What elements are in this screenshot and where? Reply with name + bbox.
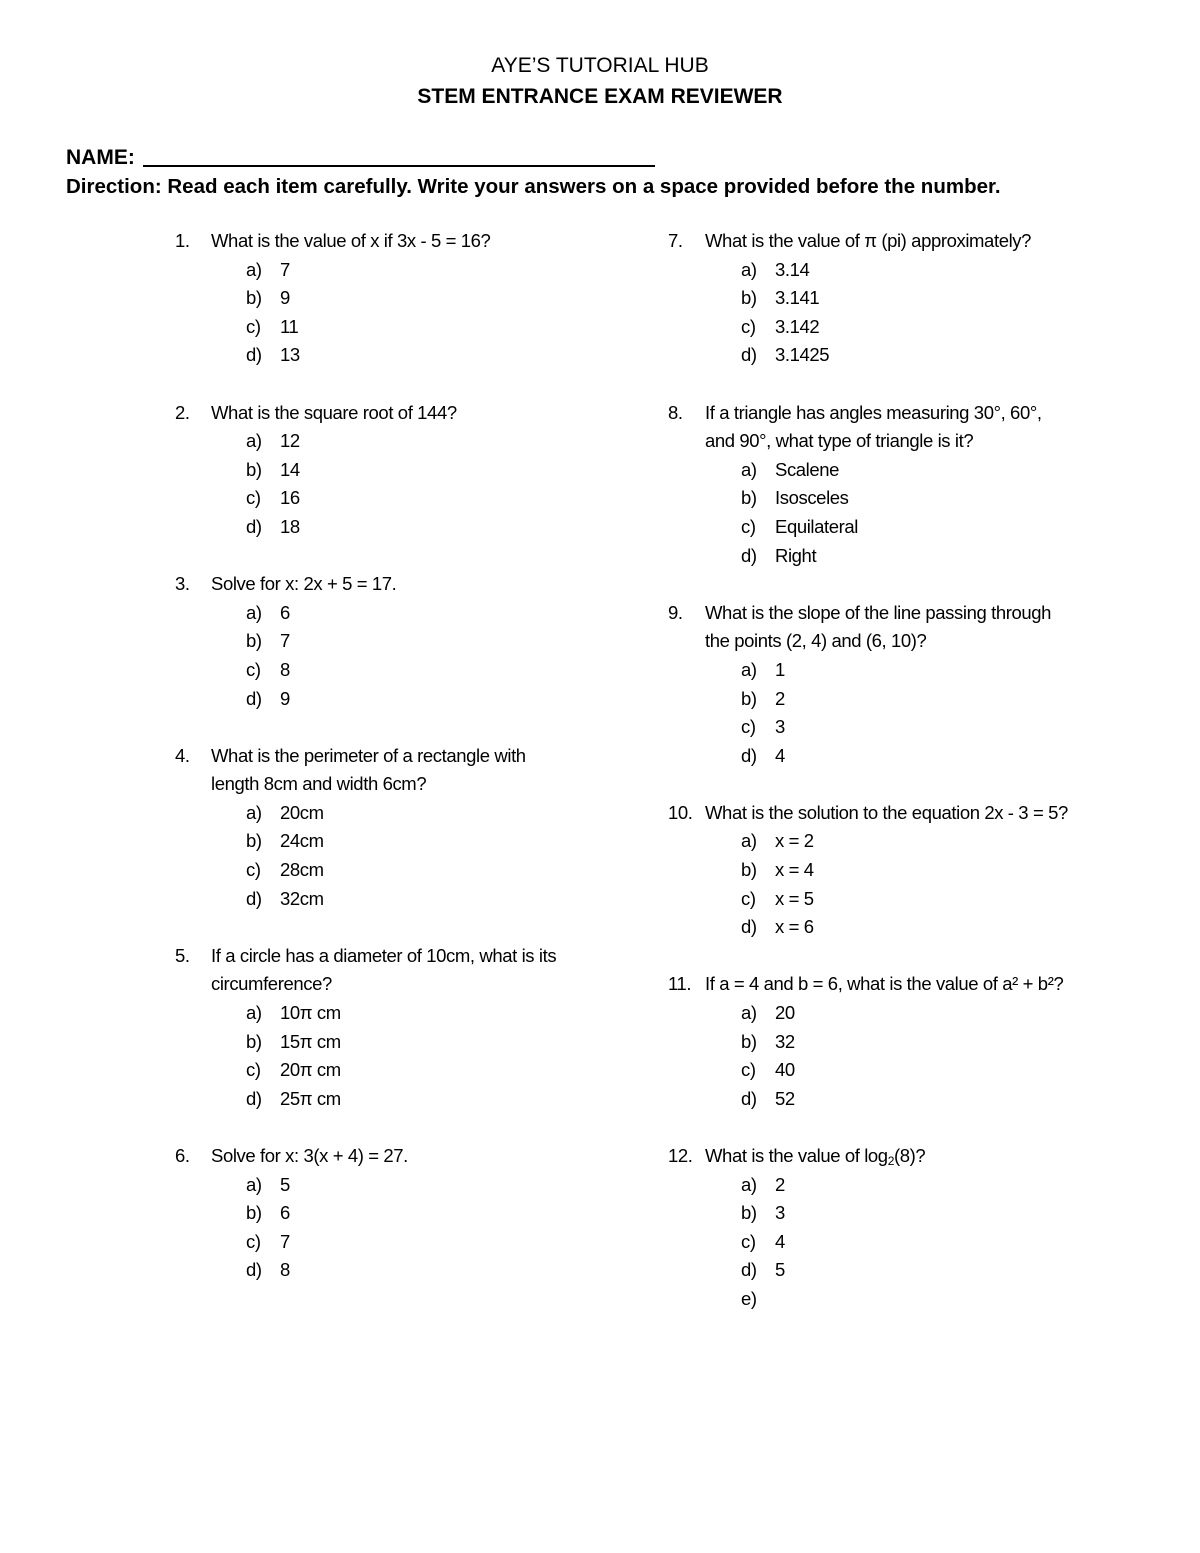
option-letter: b)	[741, 287, 757, 309]
name-row	[66, 145, 655, 171]
option-item	[175, 799, 575, 828]
option-text: 32cm	[280, 887, 324, 909]
option-letter: d)	[246, 687, 262, 709]
option-text: 11	[280, 315, 299, 337]
option-letter: a)	[741, 458, 757, 480]
option-letter: b)	[246, 830, 262, 852]
question-text: If a triangle has angles measuring 30°, 60°, and 90°, what type of triangle is it?	[705, 401, 1042, 452]
option-item	[175, 284, 575, 313]
option-item	[668, 313, 1068, 342]
option-item	[668, 742, 1068, 771]
option-item	[175, 1056, 575, 1085]
option-item	[668, 542, 1068, 571]
question-item	[668, 227, 1068, 370]
option-item	[175, 885, 575, 914]
option-text: Scalene	[775, 458, 840, 480]
option-text: 3.1425	[775, 344, 830, 366]
questions-right-column	[668, 227, 1068, 1342]
option-item	[175, 685, 575, 714]
option-letter: b)	[741, 859, 757, 881]
question-item	[175, 942, 575, 1114]
option-letter: d)	[246, 887, 262, 909]
question-text: If a circle has a diameter of 10cm, what is its circumference?	[211, 944, 557, 995]
option-text: 3	[775, 716, 785, 738]
questions-left-column	[175, 227, 575, 1314]
option-letter: c)	[741, 1059, 756, 1081]
option-item	[175, 999, 575, 1028]
question-text: What is the solution to the equation 2x - 3 = 5?	[705, 801, 1068, 823]
option-text: 3.141	[775, 287, 820, 309]
question-item	[668, 399, 1068, 571]
option-letter: a)	[246, 601, 262, 623]
option-item	[668, 284, 1068, 313]
option-item	[668, 1085, 1068, 1114]
question-number: 6.	[175, 1145, 190, 1166]
question-item	[175, 227, 575, 370]
option-letter: b)	[741, 487, 757, 509]
option-item	[175, 1028, 575, 1057]
option-item	[668, 256, 1068, 285]
question-number: 7.	[668, 230, 683, 251]
option-letter: b)	[741, 687, 757, 709]
option-text: 3.14	[775, 258, 810, 280]
option-letter: d)	[246, 1259, 262, 1281]
option-text: 5	[280, 1173, 290, 1195]
option-text: 3.142	[775, 315, 820, 337]
question-text: If a = 4 and b = 6, what is the value of a² + b²?	[705, 973, 1064, 995]
option-item	[668, 999, 1068, 1028]
option-letter: a)	[246, 430, 262, 452]
option-text: 2	[775, 687, 785, 709]
option-text: 32	[775, 1030, 795, 1052]
option-item	[668, 456, 1068, 485]
option-letter: a)	[246, 801, 262, 823]
option-letter: a)	[741, 258, 757, 280]
question-text: What is the slope of the line passing through the points (2, 4) and (6, 10)?	[705, 601, 1052, 652]
option-text: Isosceles	[775, 487, 849, 509]
option-letter: a)	[741, 1002, 757, 1024]
option-item	[668, 484, 1068, 513]
option-letter: b)	[741, 1030, 757, 1052]
option-item	[175, 456, 575, 485]
option-text: 15π cm	[280, 1030, 341, 1052]
question-text: What is the square root of 144?	[211, 401, 457, 423]
option-text: x = 4	[775, 859, 814, 881]
option-letter: a)	[741, 1173, 757, 1195]
option-item	[668, 656, 1068, 685]
document-subtitle: STEM ENTRANCE EXAM REVIEWER	[417, 85, 783, 108]
question-item	[668, 799, 1068, 942]
option-letter: d)	[246, 1087, 262, 1109]
option-text: 7	[280, 258, 290, 280]
option-item	[175, 1171, 575, 1200]
option-letter: e)	[741, 1287, 757, 1309]
option-item	[175, 656, 575, 685]
option-item	[175, 1256, 575, 1285]
question-text: What is the perimeter of a rectangle with length 8cm and width 6cm?	[211, 744, 526, 795]
option-text: x = 2	[775, 830, 814, 852]
option-letter: c)	[741, 716, 756, 738]
question-item	[175, 742, 575, 914]
option-item	[668, 1228, 1068, 1257]
option-letter: b)	[246, 458, 262, 480]
option-item	[175, 856, 575, 885]
option-letter: a)	[741, 658, 757, 680]
option-text: 3	[775, 1202, 785, 1224]
option-item	[175, 427, 575, 456]
option-letter: a)	[246, 1173, 262, 1195]
question-text: What is the value of x if 3x - 5 = 16?	[211, 230, 491, 251]
option-letter: b)	[246, 1202, 262, 1224]
option-item	[668, 1285, 1068, 1314]
option-item	[668, 913, 1068, 942]
option-text: 28cm	[280, 859, 324, 881]
option-item	[175, 827, 575, 856]
option-text: Equilateral	[775, 515, 859, 537]
question-item	[175, 1142, 575, 1285]
log-base-subscript: 2	[887, 1154, 894, 1168]
option-letter: c)	[246, 487, 261, 509]
option-item	[668, 1256, 1068, 1285]
option-item	[175, 341, 575, 370]
option-text: 25π cm	[280, 1087, 341, 1109]
option-item	[668, 1028, 1068, 1057]
option-text: 40	[775, 1059, 795, 1081]
option-text: 8	[280, 658, 290, 680]
option-letter: d)	[246, 515, 262, 537]
option-letter: d)	[246, 344, 262, 366]
question-text: Solve for x: 2x + 5 = 17.	[211, 573, 397, 595]
option-text: 12	[280, 430, 300, 452]
question-text: What is the value of π (pi) approximately?	[705, 230, 1032, 251]
option-text: 52	[775, 1087, 795, 1109]
option-text: 13	[280, 344, 300, 366]
option-text: 20π cm	[280, 1059, 341, 1081]
option-letter: a)	[246, 1002, 262, 1024]
option-item	[668, 856, 1068, 885]
option-text: 7	[280, 1230, 290, 1252]
option-text: 20	[775, 1002, 795, 1024]
option-text: 7	[280, 630, 290, 652]
option-letter: b)	[246, 287, 262, 309]
question-number: 10.	[668, 801, 693, 823]
question-item	[668, 1142, 1068, 1314]
option-item	[668, 1056, 1068, 1085]
option-text: 16	[280, 487, 300, 509]
option-item	[175, 627, 575, 656]
option-text: 10π cm	[280, 1002, 341, 1024]
option-item	[668, 827, 1068, 856]
question-item	[175, 399, 575, 542]
option-letter: d)	[741, 916, 757, 938]
name-blank-line	[143, 147, 655, 167]
option-item	[668, 685, 1068, 714]
option-text: 4	[775, 744, 785, 766]
option-letter: d)	[741, 344, 757, 366]
option-item	[668, 1199, 1068, 1228]
option-letter: b)	[246, 1030, 262, 1052]
option-item	[175, 1085, 575, 1114]
option-letter: d)	[741, 1087, 757, 1109]
question-text-part: (8)?	[893, 1145, 926, 1166]
option-text: Right	[775, 544, 817, 566]
option-text: 9	[280, 287, 290, 309]
option-letter: b)	[741, 1202, 757, 1224]
option-item	[175, 313, 575, 342]
question-number: 2.	[175, 401, 190, 423]
question-number: 3.	[175, 573, 190, 595]
question-number: 4.	[175, 744, 190, 766]
option-item	[668, 1171, 1068, 1200]
question-text-part: What is the value of log	[705, 1145, 888, 1166]
question-item	[175, 570, 575, 713]
option-item	[668, 341, 1068, 370]
question-text: Solve for x: 3(x + 4) = 27.	[211, 1145, 408, 1166]
question-number: 8.	[668, 401, 683, 423]
option-text: 14	[280, 458, 300, 480]
option-item	[175, 1228, 575, 1257]
option-text: 24cm	[280, 830, 324, 852]
option-text: 18	[280, 515, 300, 537]
option-text: 5	[775, 1259, 785, 1281]
option-letter: d)	[741, 744, 757, 766]
direction-text: Direction: Read each item carefully. Write your answers on a space provided before the number.	[66, 175, 1001, 198]
option-letter: c)	[246, 1230, 261, 1252]
option-letter: a)	[246, 258, 262, 280]
question-number: 9.	[668, 601, 683, 623]
option-item	[175, 513, 575, 542]
question-number: 1.	[175, 230, 190, 251]
option-letter: c)	[741, 315, 756, 337]
option-letter: a)	[741, 830, 757, 852]
question-item	[668, 599, 1068, 771]
option-letter: b)	[246, 630, 262, 652]
option-text: 8	[280, 1259, 290, 1281]
option-text: 2	[775, 1173, 785, 1195]
option-letter: c)	[741, 515, 756, 537]
option-text: 20cm	[280, 801, 324, 823]
option-letter: c)	[741, 1230, 756, 1252]
option-item	[668, 713, 1068, 742]
option-text: 6	[280, 601, 290, 623]
option-text: x = 5	[775, 887, 814, 909]
option-letter: c)	[741, 887, 756, 909]
option-letter: c)	[246, 1059, 261, 1081]
option-letter: d)	[741, 544, 757, 566]
document-title: AYE’S TUTORIAL HUB	[491, 54, 709, 77]
option-item	[175, 1199, 575, 1228]
option-text: 9	[280, 687, 290, 709]
option-letter: c)	[246, 658, 261, 680]
option-letter: d)	[741, 1259, 757, 1281]
question-number: 5.	[175, 944, 190, 966]
option-item	[668, 513, 1068, 542]
option-text: x = 6	[775, 916, 814, 938]
option-text: 6	[280, 1202, 290, 1224]
option-letter: c)	[246, 315, 261, 337]
option-text: 1	[775, 658, 785, 680]
option-item	[668, 885, 1068, 914]
name-label: NAME:	[66, 146, 135, 169]
question-item	[668, 970, 1068, 1113]
option-letter: c)	[246, 859, 261, 881]
option-item	[175, 484, 575, 513]
option-item	[175, 599, 575, 628]
question-number: 12.	[668, 1145, 693, 1166]
question-text	[705, 1142, 1068, 1171]
option-text: 4	[775, 1230, 785, 1252]
option-item	[175, 256, 575, 285]
question-number: 11.	[668, 973, 692, 995]
